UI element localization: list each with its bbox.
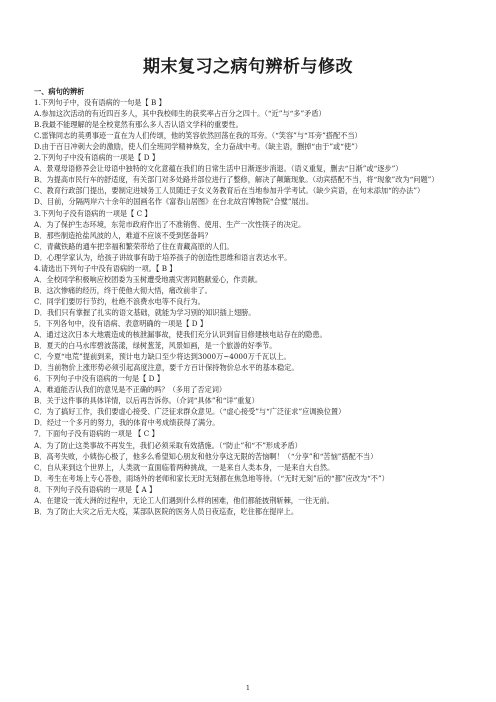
text-line: A．为了保护生态环境，东莞市政府作出了不准销售、使用、生产一次性筷子的决定。 xyxy=(34,219,306,229)
text-line: D．经过一个多月的努力，我的体育中考成绩获得了满分。 xyxy=(34,418,220,428)
document-body xyxy=(34,86,466,517)
text-line: A．在建设一流大洲的过程中，无论工人们遇到什么样的困难，他们都能披荆斩棘，一往无前。 xyxy=(34,495,334,505)
text-line: D、目前，分隔两岸六十余年的国画名作《富春山居图》在台北故宫博物院“合璧”展出。 xyxy=(34,197,314,207)
question-list xyxy=(34,97,466,517)
text-line: A．为了防止这类事故不再发生，我们必须采取有效措施。（“防止”和“不”形成矛盾） xyxy=(34,440,302,450)
text-line: 7．下面句子没有语病的一项是 【 C 】 xyxy=(34,429,159,439)
text-line: A．全校同学积极响应校团委为玉树遭受地震灾害同胞献爱心，作贡献。 xyxy=(34,274,263,284)
text-line: B．夏天的白马水库碧波荡漾，绿树葱茏，风景如画，是一个旅游的好季节。 xyxy=(34,341,277,351)
text-line: D.由于百日冲刺大会的激励，使人们全班同学精神焕发，全力奋战中考。（缺主语，删掉“由于”或“使”） xyxy=(34,142,362,152)
text-line: B．关于这件事的具体详情，以后再告诉你。（介词“具体”和“详”重复） xyxy=(34,396,259,406)
text-line: 4.请选出下列句子中没有语病的一项。【 B 】 xyxy=(34,263,177,273)
page-number: 1 xyxy=(245,684,251,692)
text-line: D．考生在考场上专心答卷，雨场外的老师和家长无时无刻都在焦急地等待。（“无时无刻”后的“都”应改为“不”） xyxy=(34,473,389,483)
text-line: C．今夏“电荒”提前到来，预计电力缺口至少将达到3000万~4000万千瓦以上。 xyxy=(34,352,291,362)
text-line: 1.下列句子中，没有语病的一句是【 B 】 xyxy=(34,98,166,108)
text-line: B.我最不能理解的是全校竟然有那么多人否认语文学科的重要性。 xyxy=(34,120,243,130)
text-line: B、为提高市民行车的舒适度，有关部门对多处路并部位进行了整修，解决了颠簸现象。（动宾搭配不当，将“现象”改为“问题”） xyxy=(34,175,439,185)
text-line: D．当前物价上涨形势必须引起高度注意，要千方百计保持物价总水平的基本稳定。 xyxy=(34,363,299,373)
text-line: C．自从来到这个世界上，人类就一直面临着两种挑战，一是来自人类本身，一是来自大自然。 xyxy=(34,462,335,472)
text-line: A.参加这次活动的有近四百多人，其中我校师生的获奖率占百分之四十。（“近”与“多”矛盾） xyxy=(34,109,326,119)
text-line: B．那些制造抢盐风波的人，难道不应该不受到惩备吗？ xyxy=(34,230,212,240)
text-line: 5．下列各句中，没有语病、表意明确的一项是【 D 】 xyxy=(34,318,208,328)
text-line: B．这次惨痛的经历，终于使他大彻大悟，痛改前非了。 xyxy=(34,285,212,295)
text-line: A．通过这次日本大地震造成的核泄漏事故，使我们充分认识到盲目修建核电站存在的隐患。 xyxy=(34,330,327,340)
text-line: D．我们只有掌握了扎实的语文基础，就能为学习别的知识插上翅膀。 xyxy=(34,307,256,317)
text-line: 8．下列句子没有语病的一项是【 A 】 xyxy=(34,484,157,494)
text-line: B．高考失败，小姨伤心极了，他多么希望知心朋友和他分享这无限的苦恼啊！（“分享”和“苦恼”搭配不当） xyxy=(34,451,378,461)
text-line: 3.下列句子没有语病的一项是【 C 】 xyxy=(34,208,152,218)
text-line: 6．下列句子中没有语病的一句是【 D 】 xyxy=(34,374,164,384)
text-line: B．为了防止大灾之后无大疫，某部队医院的医务人员日夜巡查，吃住都在提岸上。 xyxy=(34,506,299,516)
text-line: D．心理学家认为，给孩子讲故事有助于培养孩子的创造性思维和语言表达水平。 xyxy=(34,252,292,262)
page-title: 期末复习之病句辨析与修改 xyxy=(143,57,353,77)
section-heading: 一、病句的辨析 xyxy=(34,87,85,96)
text-line: 2.下列句子中没有语病的一项是【 D 】 xyxy=(34,153,160,163)
text-line: A．难道能否认我们的意见是不正确的吗？（多用了否定词） xyxy=(34,385,227,395)
text-line: C、教育行政部门提出，要制定进城务工人员随迁子女义务教育后在当地参加升学考试。（缺少宾语，在句末添加“的办法”） xyxy=(34,186,425,196)
text-line: C．为了搞好工作，我们要虚心接受、广泛征求群众意见。（“虚心接受”与“广泛征求”应调换位置） xyxy=(34,407,346,417)
text-line: A．景观母语修养会让母语中独特的文化意蕴在我们的日常生活中日渐逐步消退。（语义重复，删去“日渐”或“逐步”） xyxy=(34,164,403,174)
text-line: C．青藏铁路的通车把幸福和繁荣带给了住在青藏高原的人们。 xyxy=(34,241,234,251)
text-line: C.雷锋同志的英勇事迹一直在为人们传颂，他的笑容依然回荡在我的耳旁。（“笑容”与“耳旁”搭配不当） xyxy=(34,131,362,141)
text-line: C．同学们要厉行节约，杜绝不浪费水电等不良行为。 xyxy=(34,296,205,306)
